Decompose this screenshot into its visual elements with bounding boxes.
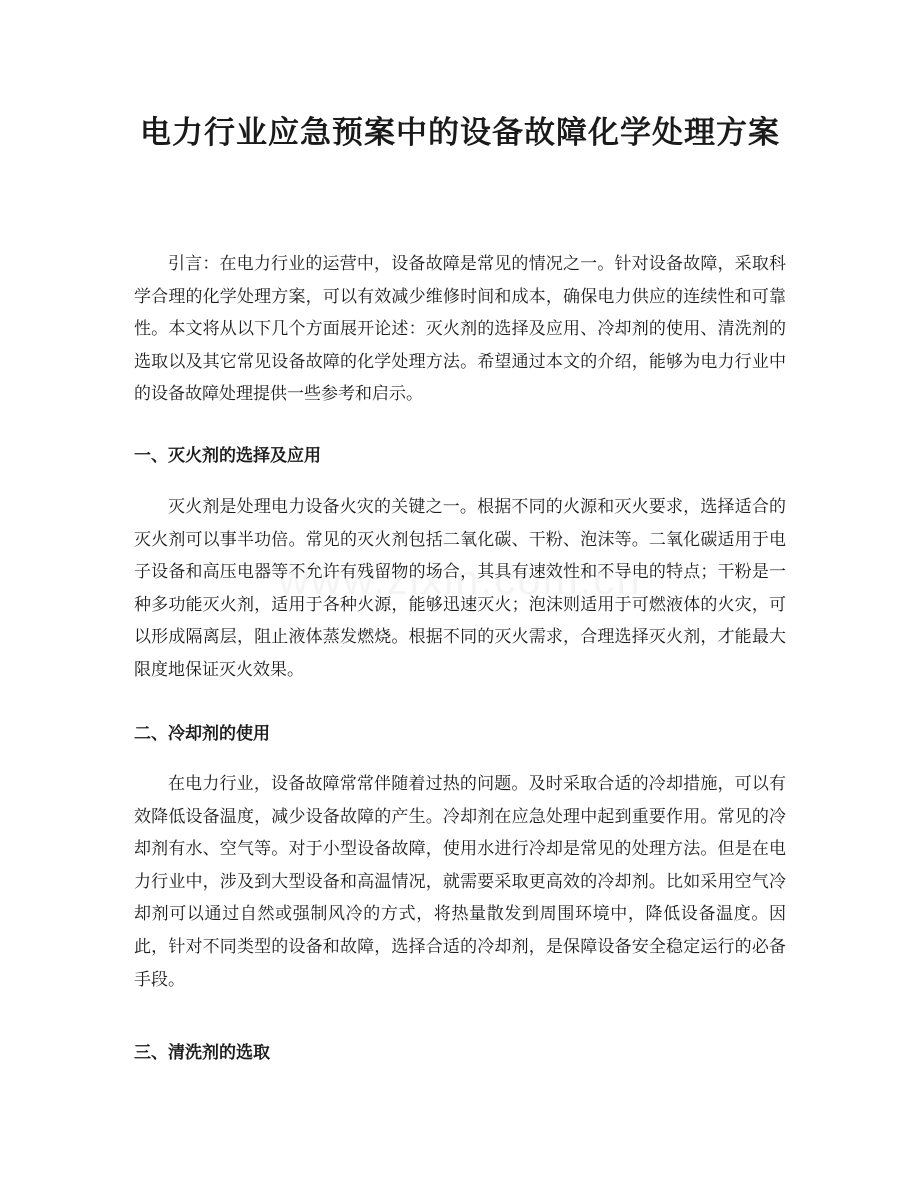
section-heading-1: 一、灭火剂的选择及应用 [134,446,321,466]
intro-paragraph: 引言：在电力行业的运营中，设备故障是常见的情况之一。针对设备故障，采取科学合理的化学处理方案，可以有效减少维修时间和成本，确保电力供应的连续性和可靠性。本文将从以下几个方面展开论述：灭火剂的选择及应用、冷却剂的使用、清洗剂的选取以及其它常见设备故障的化学处理方法。希望通过本文的介绍，能够为电力行业中的设备故障处理提供一些参考和启示。 [134,254,786,405]
section-body-2: 在电力行业，设备故障常常伴随着过热的问题。及时采取合适的冷却措施，可以有效降低设备温度，减少设备故障的产生。冷却剂在应急处理中起到重要作用。常见的冷却剂有水、空气等。对于小型设备故障，使用水进行冷却是常见的处理方法。但是在电力行业中，涉及到大型设备和高温情况，就需要采取更高效的冷却剂。比如采用空气冷却剂可以通过自然或强制风冷的方式，将热量散发到周围环境中，降低设备温度。因此，针对不同类型的设备和故障，选择合适的冷却剂，是保障设备安全稳定运行的必备手段。 [134,774,786,990]
section-body-1: 灭火剂是处理电力设备火灾的关键之一。根据不同的火源和灭火要求，选择适合的灭火剂可以事半功倍。常见的灭火剂包括二氧化碳、干粉、泡沫等。二氧化碳适用于电子设备和高压电器等不允许有残留物的场合，其具有速效性和不导电的特点；干粉是一种多功能灭火剂，适用于各种火源，能够迅速灭火；泡沫则适用于可燃液体的火灾，可以形成隔离层，阻止液体蒸发燃烧。根据不同的灭火需求，合理选择灭火剂，才能最大限度地保证灭火效果。 [134,497,786,680]
section-heading-2: 二、冷却剂的使用 [134,724,270,744]
document-title: 电力行业应急预案中的设备故障化学处理方案 [140,115,780,151]
section-heading-3: 三、清洗剂的选取 [134,1043,270,1063]
